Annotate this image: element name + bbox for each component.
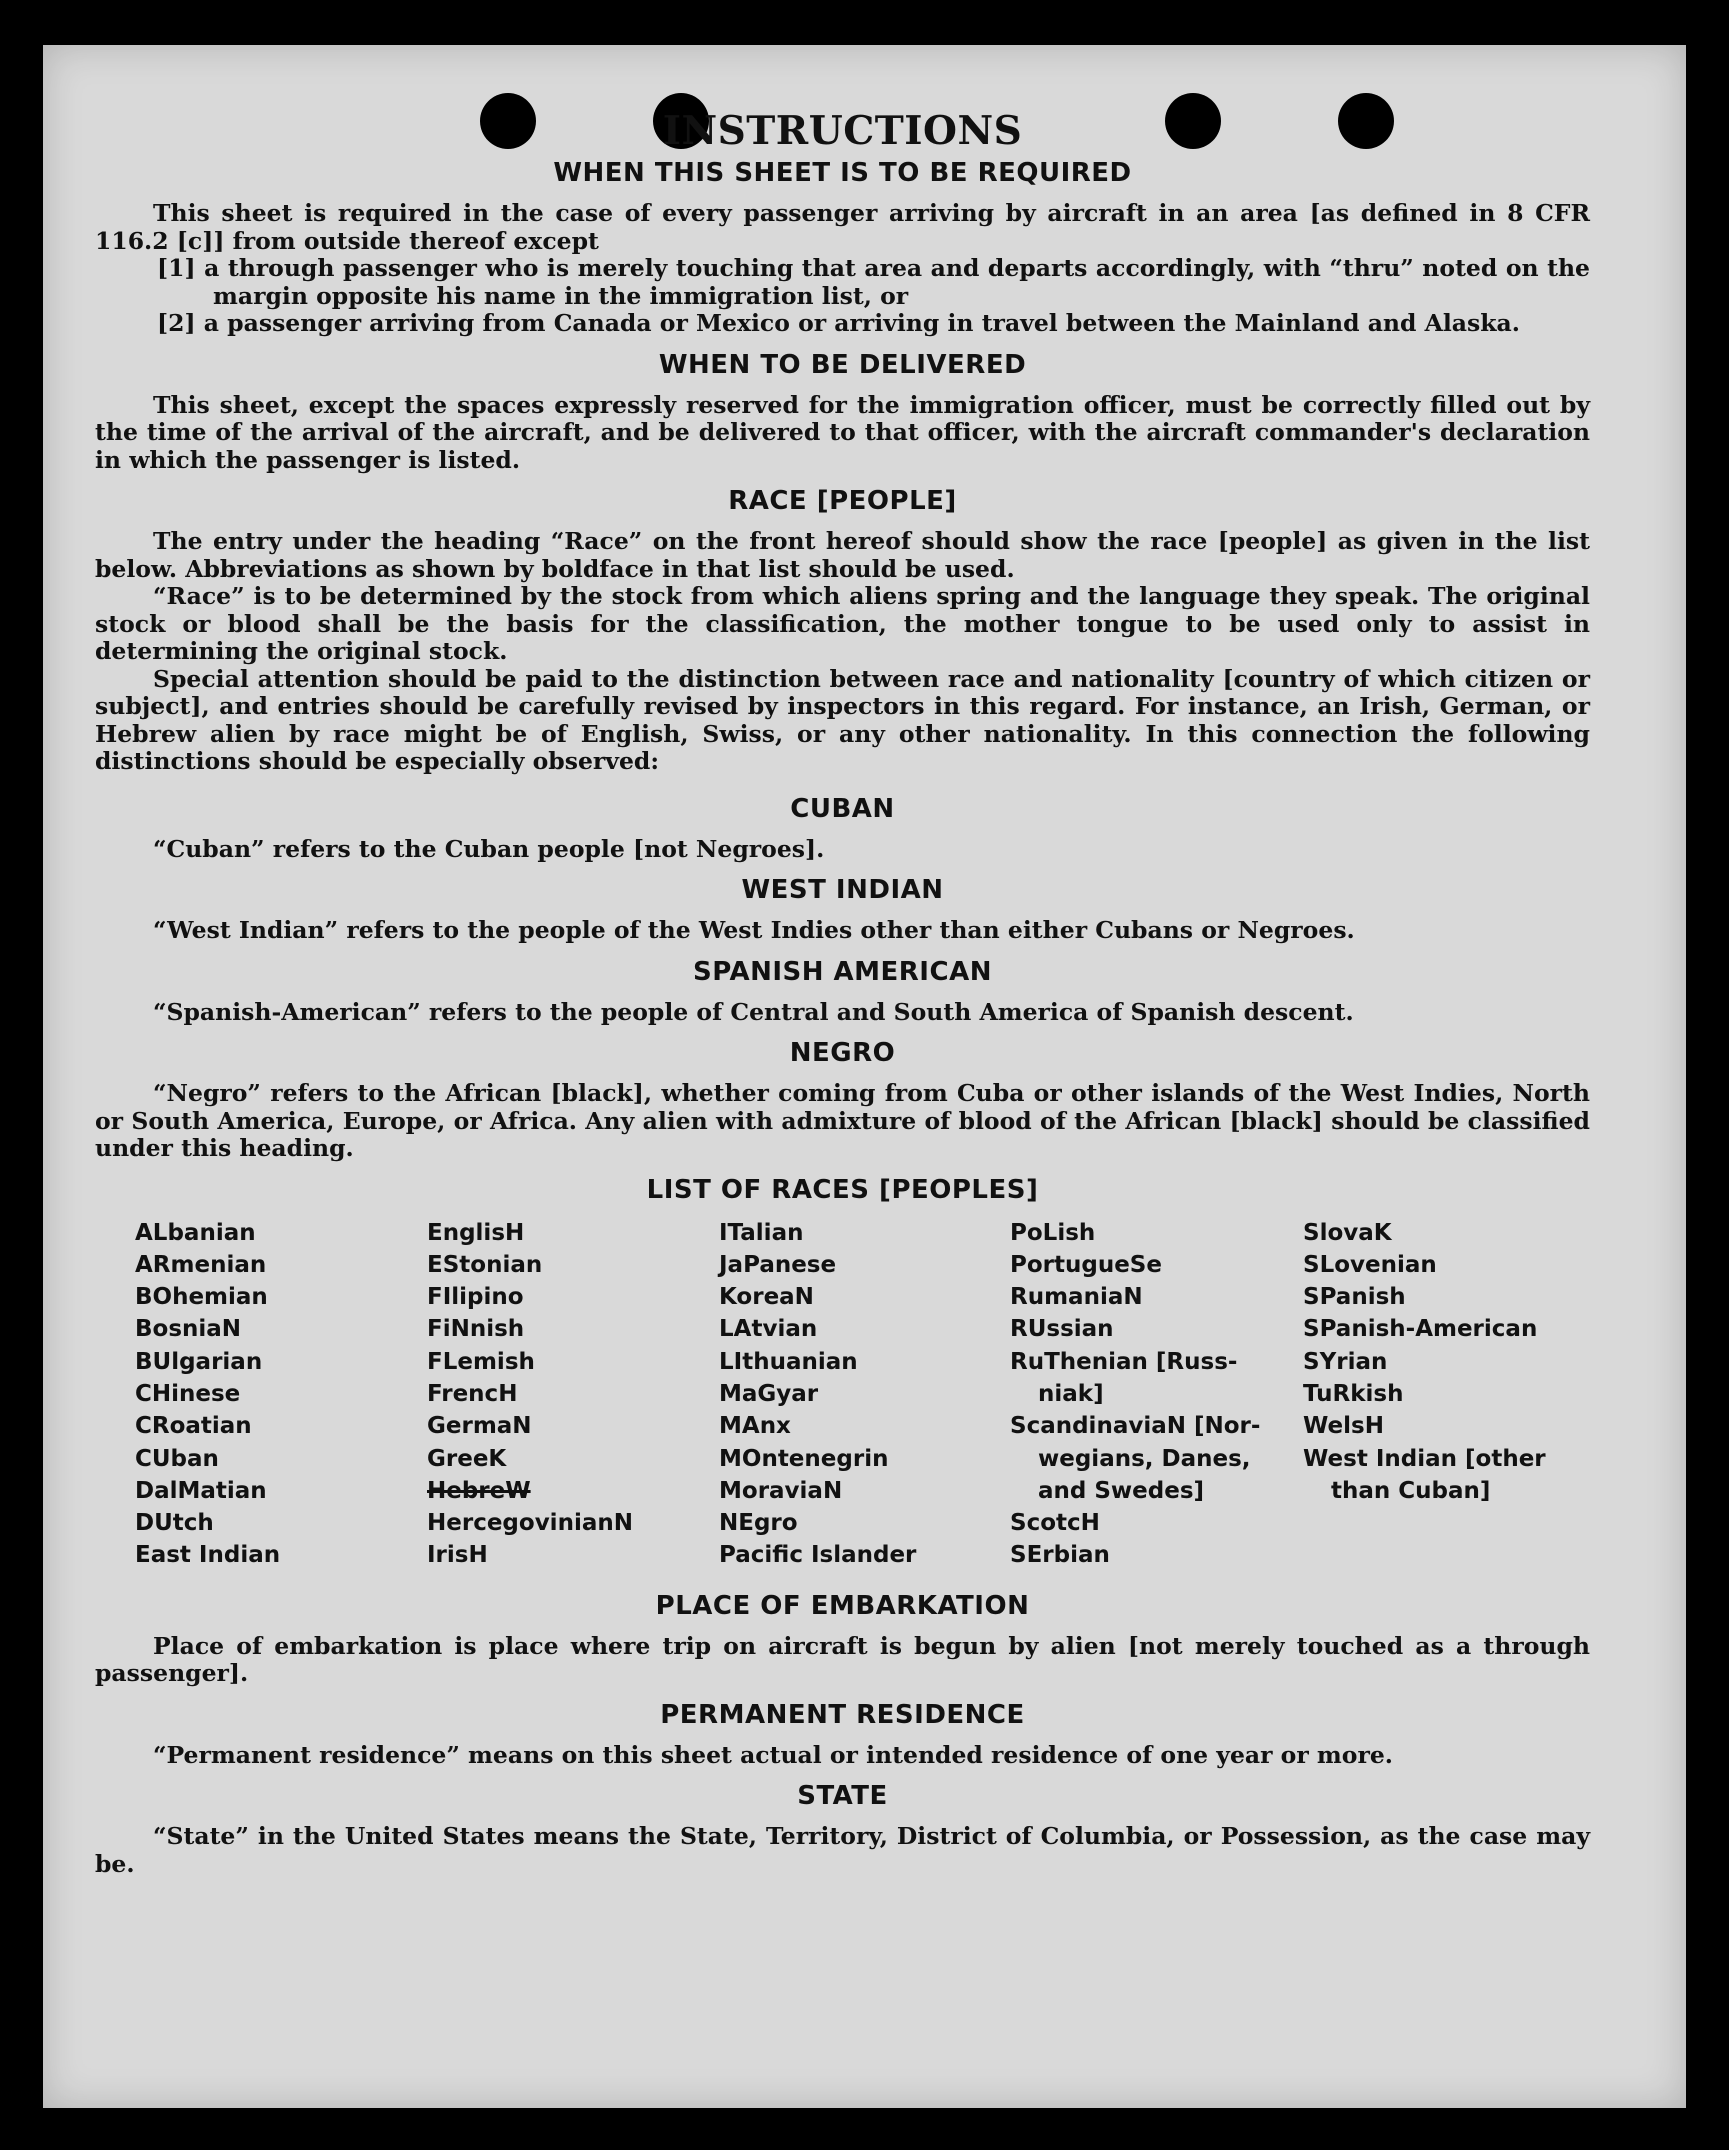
race-item: MoraviaN <box>719 1477 843 1504</box>
west-indian-text: “West Indian” refers to the people of the West Indies other than either Cubans or Negroes. <box>153 916 1355 944</box>
race-item: TuRkish <box>1303 1380 1404 1407</box>
heading-embarkation: PLACE OF EMBARKATION <box>655 1590 1030 1621</box>
race-item: RumaniaN <box>1010 1284 1143 1311</box>
race-item: EnglisH <box>427 1219 525 1246</box>
race-item: and Swedes] <box>1038 1477 1205 1504</box>
races-column <box>719 1217 916 1572</box>
race-item: niak] <box>1038 1380 1104 1407</box>
heading-state: STATE <box>797 1781 888 1811</box>
race-item: FLemish <box>427 1348 535 1375</box>
heading-negro: NEGRO <box>789 1038 896 1068</box>
race-item: SLovenian <box>1303 1251 1437 1278</box>
embarkation-text: Place of embarkation is place where trip on aircraft is begun by alien [not merely touched as a through passenger]. <box>95 1631 1590 1687</box>
race-item: ScandinaviaN [Nor- <box>1010 1413 1261 1440</box>
race-item: SlovaK <box>1303 1219 1392 1246</box>
race-item: FiNnish <box>427 1316 525 1343</box>
when-delivered-text: This sheet, except the spaces expressly reserved for the immigration officer, must be correctly filled out by the time of the arrival of the aircraft, and be delivered to that officer, with the aircraft commander's declaration in which the passenger is listed. <box>95 390 1590 474</box>
heading-when-required: WHEN THIS SHEET IS TO BE REQUIRED <box>553 158 1132 188</box>
race-item: SErbian <box>1010 1542 1110 1569</box>
race-item: SPanish-American <box>1303 1316 1538 1343</box>
heading-spanish-american: SPANISH AMERICAN <box>693 956 992 987</box>
race-paragraph: “Race” is to be determined by the stock from which aliens spring and the language they speak. The original stock or blood shall be the basis for the classification, the mother tongue to be used only to assist in determining the original stock. <box>95 582 1590 665</box>
race-item: RUssian <box>1010 1316 1114 1343</box>
exception-item-2: [2] a passenger arriving from Canada or Mexico or arriving in travel between the Mainland and Alaska. <box>157 309 1520 337</box>
races-column <box>135 1217 280 1572</box>
race-item: MOntenegrin <box>719 1445 889 1472</box>
permanent-residence-text: “Permanent residence” means on this sheet actual or intended residence of one year or more. <box>153 1740 1393 1769</box>
race-item: IrisH <box>427 1542 488 1569</box>
race-item: East Indian <box>135 1542 281 1569</box>
race-item: wegians, Danes, <box>1038 1445 1251 1472</box>
state-text: “State” in the United States means the State, Territory, District of Columbia, or Possession, as the case may be. <box>95 1822 1590 1878</box>
spanish-american-text: “Spanish-American” refers to the people of Central and South America of Spanish descent. <box>153 997 1354 1026</box>
race-item: WelsH <box>1303 1413 1384 1440</box>
heading-when-delivered: WHEN TO BE DELIVERED <box>658 349 1027 380</box>
race-paragraph: The entry under the heading “Race” on the front hereof should show the race [people] as given in the list below. Abbreviations as shown by boldface in that list should be used. <box>95 527 1590 583</box>
heading-permanent-residence: PERMANENT RESIDENCE <box>660 1699 1025 1730</box>
race-item: FIlipino <box>427 1284 524 1311</box>
page-title: INSTRUCTIONS <box>662 108 1023 154</box>
heading-cuban: CUBAN <box>790 793 895 824</box>
race-item: DUtch <box>135 1510 214 1537</box>
race-item: MAnx <box>719 1413 791 1440</box>
negro-text: “Negro” refers to the African [black], whether coming from Cuba or other islands of the West Indies, North or South America, Europe, or Africa. Any alien with admixture of blood of the African [black] should be classified under this heading. <box>95 1079 1590 1162</box>
race-item: BUlgarian <box>135 1348 263 1375</box>
race-item-struck: HebreW <box>427 1477 531 1504</box>
races-column <box>1010 1217 1260 1572</box>
race-item: LIthuanian <box>719 1348 858 1375</box>
race-item: JaPanese <box>719 1251 837 1278</box>
race-item: ITalian <box>719 1219 804 1246</box>
heading-race: RACE [PEOPLE] <box>728 486 957 516</box>
race-item: Pacific Islander <box>719 1542 917 1569</box>
when-required-text: This sheet is required in the case of every passenger arriving by aircraft in an area [as defined in 8 CFR 116.2 [c]] from outside thereof except <box>95 199 1590 255</box>
races-column <box>427 1217 633 1572</box>
race-item: than Cuban] <box>1331 1477 1491 1504</box>
race-item: ALbanian <box>135 1219 256 1246</box>
race-item: SYrian <box>1303 1348 1388 1375</box>
races-column <box>1303 1217 1546 1508</box>
race-item: EStonian <box>427 1251 543 1278</box>
race-item: DalMatian <box>135 1477 267 1504</box>
race-item: MaGyar <box>719 1380 819 1407</box>
instructions-content <box>95 108 1590 1878</box>
race-item: ScotcH <box>1010 1510 1100 1537</box>
race-item: SPanish <box>1303 1284 1406 1311</box>
race-item: CUban <box>135 1445 219 1472</box>
cuban-text: “Cuban” refers to the Cuban people [not Negroes]. <box>153 834 825 863</box>
race-item: RuThenian [Russ- <box>1010 1348 1238 1375</box>
exception-item-1: [1] a through passenger who is merely touching that area and departs accordingly, with “thru” noted on the margin opposite his name in the immigration list, or <box>157 254 1590 310</box>
race-item: KoreaN <box>719 1284 814 1311</box>
race-item: PortugueSe <box>1010 1251 1162 1278</box>
race-item: GreeK <box>427 1445 507 1472</box>
race-item: GermaN <box>427 1413 532 1440</box>
race-item: NEgro <box>719 1510 798 1537</box>
race-item: FrencH <box>427 1380 518 1407</box>
race-item: BOhemian <box>135 1284 268 1311</box>
heading-list-of-races: LIST OF RACES [PEOPLES] <box>646 1174 1039 1205</box>
race-item: CHinese <box>135 1380 241 1407</box>
heading-west-indian: WEST INDIAN <box>741 875 944 905</box>
race-item: PoLish <box>1010 1219 1096 1246</box>
races-list <box>95 1217 1590 1589</box>
race-item: ARmenian <box>135 1251 267 1278</box>
race-item: West Indian [other <box>1303 1445 1546 1472</box>
race-item: HercegovinianN <box>427 1510 633 1537</box>
race-item: BosniaN <box>135 1316 242 1343</box>
race-item: CRoatian <box>135 1413 252 1440</box>
race-item: LAtvian <box>719 1316 818 1343</box>
race-paragraph: Special attention should be paid to the distinction between race and nationality [country of which citizen or subject], and entries should be carefully revised by inspectors in this regard. For instance, an Irish, German, or Hebrew alien by race might be of English, Swiss, or any other nationality. In this connection the following distinctions should be especially observed: <box>95 664 1590 775</box>
